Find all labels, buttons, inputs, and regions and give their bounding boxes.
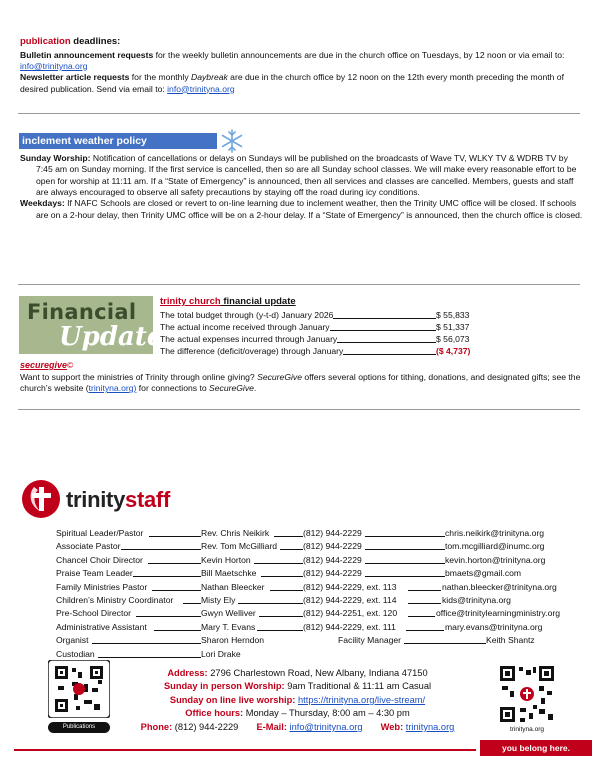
staff-row: Pre-School Director Gwyn Welliver (812) 944-2251, ext. 120 office@trinitylearningministry.org [56,608,560,619]
staff-email[interactable]: mary.evans@trinityna.org [445,621,543,632]
weather-policy-text [20,153,586,221]
staff-row: Praise Team Leader Bill Maetschke (812) 944-2229 bmaets@gmail.com [56,568,522,579]
securegive-paragraph: Want to support the ministries of Trinity through online giving? SecureGive offers several options for tithing, donations, and designated gifts; see the church’s website (trinityna.org) for connections to SecureGive. [20,371,581,394]
live-worship-line: Sunday on line live worship: https://trinityna.org/live-stream/ [169,694,426,705]
financial-table [160,310,480,358]
divider [18,284,580,285]
securegive-title: securegive© [20,360,74,370]
staff-email[interactable]: tom.mcgilliard@inumc.org [445,541,545,552]
sunday-worship-paragraph: Sunday Worship: Notification of cancellations or delays on Sundays will be published on the broadcasts of Wave TV, WLKY TV & WDRB TV by 7:45 am on Sunday morning. If the first service is cancelled, then so are all Sunday school classes. We will make every reasonable effort to be open for worship at 11:11 am. If a “State of Emergency” is announced, then all services and classes are cancelled. Members, guests and staff are always encouraged to observe all safety precautions by staying off the road during icy conditions. [20,153,577,198]
divider [18,113,580,114]
staff-row: Associate Pastor Rev. Tom McGilliard (812) 944-2229 tom.mcgilliard@inumc.org [56,541,545,552]
qr-website-caption: trinityna.org [510,726,544,733]
publications-pill[interactable]: Publications [48,722,110,733]
staff-directory [56,528,586,662]
divider [18,409,580,410]
weekdays-paragraph: Weekdays: If NAFC Schools are closed or revert to on-line learning due to inclement weather, then the Trinity UMC office will be closed. If schools are on a 2-hour delay, then Trinity UMC office will be on a 2-hour delay. If a “State of Emergency” is announced, then the church office is closed. [20,198,583,220]
financial-row: The actual income received through January $ 51,337 [160,322,470,332]
weather-policy-banner: inclement weather policy [19,133,217,149]
financial-row: The difference (deficit/overage) through January ($ 4,737) [160,346,480,358]
bulletin-paragraph: Bulletin announcement requests for the weekly bulletin announcements are due in the church office on Tuesdays, by 12 noon or via email to: info@trinityna.org [20,49,565,71]
bulletin-email-link[interactable]: info@trinityna.org [20,60,88,71]
staff-email[interactable]: bmaets@gmail.com [445,568,522,579]
footer-rule [14,749,476,751]
staff-row: Spiritual Leader/Pastor Rev. Chris Neikirk (812) 944-2229 chris.neikirk@trinityna.org [56,528,544,538]
website-link[interactable]: trinityna.org) [88,383,137,394]
securegive-section [20,360,586,395]
financial-update-heading: trinity church financial update [160,296,296,307]
snowflake-icon [219,128,245,154]
deficit-value: ($ 4,737) [436,346,471,356]
publication-deadlines-section [20,36,585,95]
staff-row: Children’s Ministry Coordinator Misty Ely (812) 944-2229, ext. 114 kids@trinityna.org [56,594,511,605]
staff-row: Family Ministries Pastor Nathan Bleecker (812) 944-2229, ext. 113 nathan.bleecker@trinityna.org [56,581,557,592]
staff-email[interactable]: chris.neikirk@trinityna.org [445,528,544,538]
office-hours-line: Office hours: Monday – Thursday, 8:00 am – 4:30 pm [185,708,410,719]
newsletter-paragraph: Newsletter article requests for the monthly Daybreak are due in the church office by 12 noon on the 12th every month preceding the month of desired publication. Send via email to: info@trinityna.org [20,72,564,94]
staff-row: Administrative Assistant Mary T. Evans (812) 944-2229, ext. 111 mary.evans@trinityna.org [56,621,543,632]
phone-email-web-line: Phone: (812) 944-2229 E-Mail: info@trinityna.org Web: trinityna.org [140,721,455,732]
cross-flame-icon [20,478,62,520]
financial-row: The actual expenses incurred through January $ 56,073 [160,334,470,344]
staff-row: Organist Sharon Herndon Facility Manager Keith Shantz [56,635,535,646]
staff-email[interactable]: kids@trinityna.org [442,594,511,605]
sunday-worship-line: Sunday in person Worship: 9am Traditional & 11:11 am Casual [163,681,432,692]
newsletter-email-link[interactable]: info@trinityna.org [167,83,235,94]
live-stream-link[interactable]: https://trinityna.org/live-stream/ [298,694,426,705]
staff-email[interactable]: office@trinitylearningministry.org [436,608,560,619]
tagline-badge: you belong here. [480,740,592,756]
contact-email-link[interactable]: info@trinityna.org [289,721,363,732]
financial-row: The total budget through (y-t-d) January 2026 $ 55,833 [160,310,470,320]
financial-update-badge: Financial Update [19,296,153,354]
publication-deadlines-title: publication deadlines: [20,36,121,47]
staff-row: Chancel Choir Director Kevin Horton (812) 944-2229 kevin.horton@trinityna.org [56,554,546,565]
staff-email[interactable]: kevin.horton@trinityna.org [445,554,546,565]
website-qr-code[interactable] [498,664,556,724]
staff-row: Custodian Lori Drake [56,648,241,659]
publications-qr-code[interactable] [48,660,110,730]
trinity-staff-logo: trinitystaff [20,478,230,520]
contact-info [120,667,475,734]
staff-email[interactable]: nathan.bleecker@trinityna.org [442,581,557,592]
website-link[interactable]: trinityna.org [405,721,455,732]
address-line: Address: 2796 Charlestown Road, New Albany, Indiana 47150 [167,668,428,678]
qr-code-icon [48,660,110,718]
